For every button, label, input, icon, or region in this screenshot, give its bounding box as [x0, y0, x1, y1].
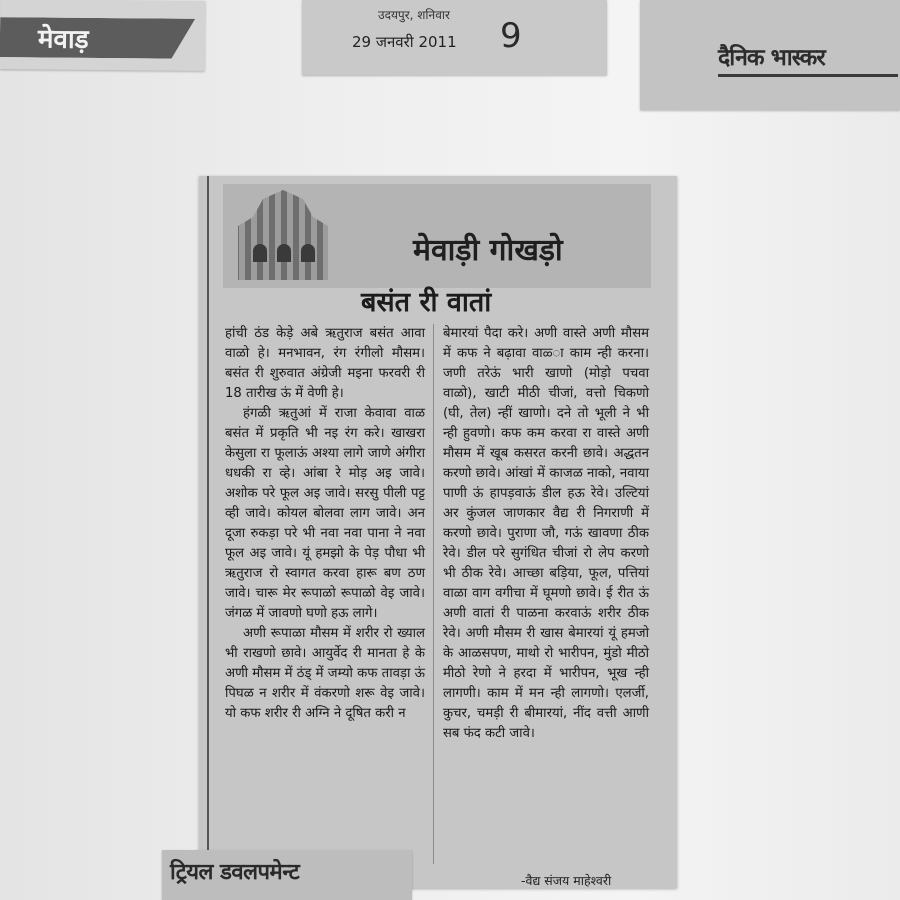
paragraph: हंगळी ऋतुआं में राजा केवावा वाळ बसंत में प्रकृति भी नइ रंग करे। खाखरा केसुला रा फूलाऊं अश्या लागे जाणे अंगीरा धधकी रा व्हे। आंबा रे मोड़ अइ जावे। अशोक परे फूल अइ जावे। सरसु पीली पट्ट व्ही जावे। कोयल बोलवा लाग जावे। अन दूजा रुकड़ा परे भी नवा नवा पाना ने नवा फूल अइ जावे। यूं हमझो के पेड़ पौधा भी ऋतुराज रो स्वागत करवा हारू बण ठण जावे। चारू मेर रूपाळो रूपाळो वेइ जावे। जंगळ में जावणो घणो हऊ लागे।	[225, 406, 425, 621]
author-byline: -वैद्य संजय माहेश्वरी	[521, 873, 612, 888]
article-title: बसंत री वातां	[361, 287, 492, 318]
paragraph: बेमारयां पैदा करे। अणी वास्ते अणी मौसम में कफ ने बढ़ावा वाळ्‍ा काम न्ही करना। जणी तरेऊं भारी खाणो (मोड़ो पचवा वाळो), खाटी मीठी चीजां, वत्तो चिकणो (घी, तेल) न्हीं खाणो। दने तो भूली ने भी न्ही हुवणो। कफ कम करवा रा वास्ते अणी मौसम में खूब कसरत करनी छावे। अद्धतन करणो छावे। आंखां में काजळ नाको, नवाया पाणी ऊं हापड़वाऊं डील हऊ रेवे। उल्टियां अर कुंजल जाणकार वैद्य री निगराणी में करणो छावे। पुराणा जौ, गऊं खावणा ठीक रेवे। डील परे सुगंधित चीजां रो लेप करणो भी ठीक रेवे। आच्छा बड़िया, फूल, पत्तियां वाळा वाग वगीचा में घूमणो छावे। ई रीत ऊं अणी वातां री पाळना करवाऊं शरीर ठीक रेवे। अणी मौसम री खास बेमारयां यूं हमजो के आळसपण, माथो रो भारीपन, मुंडो मीठो मीठो रेणो ने हरदा में भारीपन, भूख न्ही लागणी। काम में मन न्ही लागणो। एलर्जी, कुचर, चमड़ी री बीमारयां, नींद वत्ती आणी सब फंद कटी जावे।	[443, 326, 649, 741]
palace-arch	[277, 244, 291, 262]
page-number: 9	[500, 16, 522, 56]
column-banner	[223, 184, 651, 288]
mewar-header-clip	[0, 0, 205, 71]
palace-arch	[301, 244, 315, 262]
article-clipping	[199, 176, 677, 888]
article-left-column	[225, 324, 425, 724]
masthead-clip	[640, 0, 900, 110]
column-name: मेवाड़ी गोखड़ो	[413, 233, 563, 268]
dateline-city-day: उदयपुर, शनिवार	[378, 8, 450, 22]
mewar-header-text: मेवाड़	[37, 24, 89, 55]
palace-illustration	[233, 190, 333, 280]
bottom-clipping	[162, 850, 412, 900]
bottom-clipping-text: ट्रियल डवलपमेन्ट	[170, 860, 300, 885]
article-right-column	[443, 324, 649, 744]
paragraph: हांची ठंड केड़े अबे ऋतुराज बसंत आवा वाळो हे। मनभावन, रंग रंगीलो मौसम। बसंत री शुरुवात अंग्रेजी मइना फरवरी री 18 तारीख ऊं में वेणी हे।	[225, 326, 425, 401]
column-separator	[433, 324, 434, 864]
column-rule	[207, 176, 209, 888]
dateline-date: 29 जनवरी 2011	[352, 33, 457, 51]
masthead-text: दैनिक भास्कर	[718, 45, 825, 71]
mewar-header-bar	[0, 17, 195, 59]
palace-arch	[253, 244, 267, 262]
dateline-clip	[302, 0, 607, 75]
masthead-underline	[718, 74, 898, 77]
paragraph: अणी रूपाळा मौसम में शरीर रो ख्याल भी राखणो छावे। आयुर्वेद री मानता हे के अणी मौसम में ठंड्‌ में जम्यो कफ तावड़ा ऊं पिघळ न शरीर में वंकरणो शरू वेइ जावे। यो कफ शरीर री अग्नि ने दूषित करी न	[225, 626, 425, 721]
